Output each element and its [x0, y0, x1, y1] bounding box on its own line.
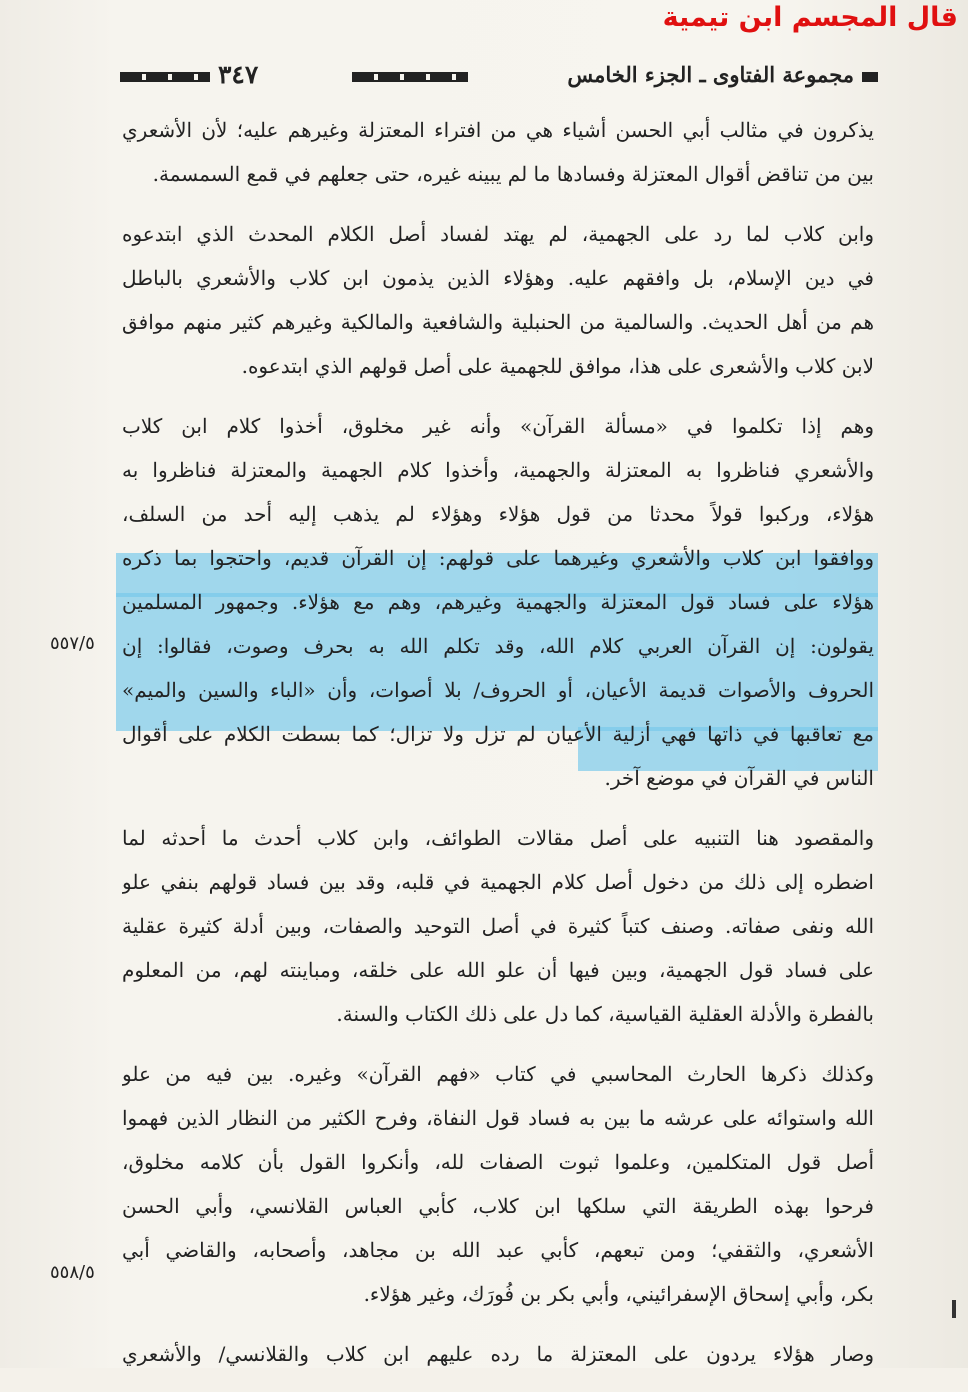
text-line: فرحوا بهذه الطريقة التي سلكها ابن كلاب، كأبي العباس القلانسي، وأبي الحسن — [122, 1194, 874, 1218]
book-title: مجموعة الفتاوى ـ الجزء الخامس — [567, 62, 854, 87]
text-line: الأشعري، والثقفي؛ ومن تبعهم، كأبي عبد الله بن مجاهد، وأصحابه، والقاضي أبي — [122, 1238, 874, 1262]
header-ornament-right — [862, 72, 878, 82]
text-line: يذكرون في مثالب أبي الحسن أشياء هي من افتراء المعتزلة وغيرهم عليه؛ لأن الأشعري — [122, 118, 874, 142]
scan-mark — [952, 1300, 956, 1318]
body-text — [122, 108, 874, 1392]
highlighted-text-line: يقولون: إن القرآن العربي كلام الله، وقد تكلم الله به بحرف وصوت، فقالوا: إن — [122, 634, 874, 658]
text-line: الله ونفى صفاته. وصنف كتباً كثيرة في أصل التوحيد والصفات، وبين أدلة كثيرة عقلية — [122, 914, 874, 938]
text-line: وابن كلاب لما رد على الجهمية، لم يهتد لفساد أصل الكلام المحدث الذي ابتدعوه — [122, 222, 874, 246]
text-line: على فساد قول الجهمية، وبين فيها أن علو الله على خلقه، ومباينته لهم، من المعلوم — [122, 958, 874, 982]
text-line: هم من أهل الحديث. والسالمية من الحنبلية والشافعية والمالكية وغيرهم كثير منهم موافق — [122, 310, 874, 334]
text-line: بالفطرة والأدلة العقلية القياسية، كما دل على ذلك الكتاب والسنة. — [336, 1002, 874, 1026]
text-line: وهم إذا تكلموا في «مسألة القرآن» وأنه غير مخلوق، أخذوا كلام ابن كلاب — [122, 414, 874, 438]
text-line: والأشعري فناظروا به المعتزلة والجهمية، وأخذوا كلام الجهمية والمعتزلة فناظروا به — [122, 458, 874, 482]
text-line: لابن كلاب والأشعرى على هذا، موافق للجهمية على أصل قولهم الذي ابتدعوه. — [241, 354, 874, 378]
text-line: أصل قول المتكلمين، وعلموا ثبوت الصفات لله، وأنكروا القول بأن كلامه مخلوق، — [122, 1150, 874, 1174]
paragraph-4 — [122, 816, 874, 1036]
text-line: هؤلاء، وركبوا قولاً محدثا من قول هؤلاء وهؤلاء لم يذهب إليه أحد من السلف، — [122, 502, 874, 526]
header-ornament-left — [120, 72, 210, 82]
page-number: ٣٤٧ — [218, 60, 259, 89]
margin-reference: ٥٥٧/٥ — [50, 633, 95, 654]
header-ornament-middle — [352, 72, 468, 82]
text-line: ووافقوا ابن كلاب والأشعري وغيرهما على قولهم: إن القرآن قديم، واحتجوا بما ذكره — [122, 546, 874, 570]
text-line: وصار هؤلاء يردون على المعتزلة ما رده عليهم ابن كلاب والقلانسي/ والأشعري — [122, 1342, 874, 1366]
text-line: وكذلك ذكرها الحارث المحاسبي في كتاب «فهم القرآن» وغيره. بين فيه من علو — [122, 1062, 874, 1086]
text-line: الله واستوائه على عرشه ما بين به فساد قول النفاة، وفرح الكثير من النظار الذين فهموا — [122, 1106, 874, 1130]
text-line: بكر، وأبي إسحاق الإسفرائيني، وأبي بكر بن فُورَك، وغير هؤلاء. — [363, 1282, 874, 1306]
text-line: بين من تناقض أقوال المعتزلة وفسادها ما لم يبينه غيره، حتى جعلهم في قمع السمسمة. — [152, 162, 874, 186]
highlighted-text-line: الناس في القرآن في موضع آخر. — [604, 766, 874, 790]
overlay-title: قال المجسم ابن تيمية — [662, 2, 958, 33]
paragraph-1 — [122, 108, 874, 196]
paragraph-2 — [122, 212, 874, 388]
paragraph-3 — [122, 404, 874, 800]
text-line: والمقصود هنا التنبيه على أصل مقالات الطوائف، وابن كلاب أحدث ما أحدثه لما — [122, 826, 874, 850]
highlighted-text-line: مع تعاقبها في ذاتها فهي أزلية الأعيان لم تزل ولا تزال؛ كما بسطت الكلام على أقوال — [122, 722, 874, 746]
text-line: في دين الإسلام، بل وافقهم عليه. وهؤلاء الذين يذمون ابن كلاب والأشعري بالباطل — [122, 266, 874, 290]
margin-reference: ٥٥٨/٥ — [50, 1262, 95, 1283]
paragraph-6 — [122, 1332, 874, 1376]
paragraph-5 — [122, 1052, 874, 1316]
text-line: اضطره إلى ذلك من دخول أصل كلام الجهمية في قلبه، وقد بين فساد قولهم بنفي علو — [122, 870, 874, 894]
page-header — [120, 60, 878, 94]
highlighted-text-line: الحروف والأصوات قديمة الأعيان، أو الحروف/ بلا أصوات، وأن «الباء والسين والميم» — [122, 678, 874, 702]
text-line: هؤلاء على فساد قول المعتزلة والجهمية وغيرهم، وهم مع هؤلاء. وجمهور المسلمين — [122, 590, 874, 614]
